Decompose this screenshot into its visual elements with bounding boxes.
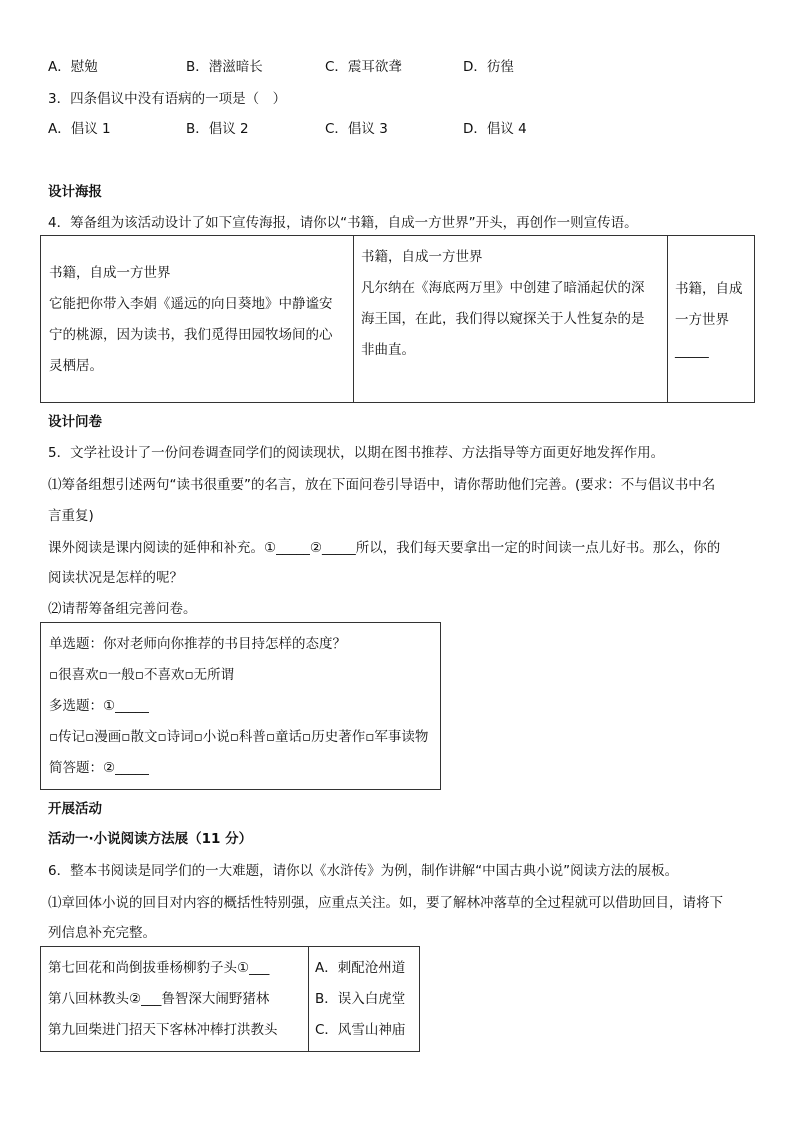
chapter-table-divider bbox=[308, 947, 309, 1051]
section-survey-heading: 设计问卷 bbox=[48, 414, 102, 430]
poster-cell-2-line: 海王国，在此，我们得以窥探关于人性复杂的是 bbox=[361, 311, 645, 327]
q2-option-a: A．慰勉 bbox=[48, 59, 98, 75]
poster-cell-2-line: 非曲直。 bbox=[361, 342, 415, 358]
survey-box-content bbox=[49, 629, 428, 784]
poster-table bbox=[40, 235, 755, 403]
poster-cell-1-line: 灵栖居。 bbox=[49, 358, 103, 374]
poster-cell-1-line: 宁的桃源，因为读书，我们觅得田园牧场间的心 bbox=[49, 327, 333, 343]
poster-cell-2 bbox=[361, 242, 645, 366]
q3-stem: 3．四条倡议中没有语病的一项是（ ） bbox=[48, 91, 287, 107]
chapter-option: A．刺配沧州道 bbox=[315, 960, 406, 976]
poster-divider bbox=[353, 236, 354, 402]
q5-part1-line1: ⑴筹备组想引述两句“读书很重要”的名言，放在下面问卷引导语中，请你帮助他们完善。(要求：不与倡议书中名 bbox=[48, 477, 716, 493]
q5-part1-line2: 言重复) bbox=[48, 508, 94, 524]
poster-cell-1-line: 它能把你带入李娟《遥远的向日葵地》中静谧安 bbox=[49, 296, 333, 312]
survey-multi-choice: 多选题：①_____ bbox=[49, 698, 149, 714]
q6-part1-line2: 列信息补充完整。 bbox=[48, 925, 156, 941]
q5-part1-line3: 课外阅读是课内阅读的延伸和补充。①_____②_____所以，我们每天要拿出一定的时间读一点儿好书。那么，你的 bbox=[48, 540, 721, 556]
q4-stem: 4．筹备组为该活动设计了如下宣传海报，请你以“书籍，自成一方世界”开头，再创作一则宣传语。 bbox=[48, 215, 638, 231]
poster-cell-1-line: 书籍，自成一方世界 bbox=[49, 265, 171, 281]
q2-option-d: D．彷徨 bbox=[463, 59, 514, 75]
poster-cell-1 bbox=[49, 258, 333, 382]
chapter-row: 第八回林教头②___鲁智深大闹野猪林 bbox=[48, 991, 270, 1007]
chapter-option: C．风雪山神庙 bbox=[315, 1022, 406, 1038]
section-poster-heading: 设计海报 bbox=[48, 184, 102, 200]
q6-stem: 6．整本书阅读是同学们的一大难题，请你以《水浒传》为例，制作讲解“中国古典小说”阅读方法的展板。 bbox=[48, 863, 679, 879]
poster-cell-3-line: 书籍，自成 bbox=[675, 281, 743, 297]
q3-option-b: B．倡议 2 bbox=[186, 121, 249, 137]
q3-option-a: A．倡议 1 bbox=[48, 121, 111, 137]
q5-part2: ⑵请帮筹备组完善问卷。 bbox=[48, 601, 197, 617]
poster-divider bbox=[667, 236, 668, 402]
poster-cell-2-line: 凡尔纳在《海底两万里》中创建了暗涌起伏的深 bbox=[361, 280, 645, 296]
survey-box bbox=[40, 622, 441, 790]
poster-cell-3 bbox=[675, 274, 743, 367]
chapter-row: 第七回花和尚倒拔垂杨柳豹子头①___ bbox=[48, 960, 270, 976]
q5-part1-line4: 阅读状况是怎样的呢？ bbox=[48, 570, 183, 586]
chapter-table-left bbox=[48, 953, 278, 1046]
section-activity-heading: 开展活动 bbox=[48, 801, 102, 817]
q3-option-c: C．倡议 3 bbox=[325, 121, 388, 137]
survey-single-choice: 单选题：你对老师向你推荐的书目持怎样的态度？ bbox=[49, 636, 346, 652]
chapter-option: B．误入白虎堂 bbox=[315, 991, 406, 1007]
survey-multi-options: ▫传记▫漫画▫散文▫诗词▫小说▫科普▫童话▫历史著作▫军事读物 bbox=[49, 729, 429, 745]
q5-stem: 5．文学社设计了一份问卷调查同学们的阅读现状，以期在图书推荐、方法指导等方面更好地发挥作用。 bbox=[48, 445, 665, 461]
survey-short-answer: 简答题：②_____ bbox=[49, 760, 149, 776]
activity1-title: 活动一·小说阅读方法展（11 分） bbox=[48, 831, 253, 847]
chapter-row: 第九回柴进门招天下客林冲棒打洪教头 bbox=[48, 1022, 278, 1038]
q2-option-c: C．震耳欲聋 bbox=[325, 59, 402, 75]
q6-part1-line1: ⑴章回体小说的回目对内容的概括性特别强，应重点关注。如，要了解林冲落草的全过程就可以借助回目，请将下 bbox=[48, 895, 723, 911]
survey-single-options: ▫很喜欢▫一般▫不喜欢▫无所谓 bbox=[49, 667, 235, 683]
q2-option-b: B．潜滋暗长 bbox=[186, 59, 263, 75]
chapter-table-right bbox=[315, 953, 405, 1046]
poster-cell-3-line: _____ bbox=[675, 343, 709, 359]
poster-cell-2-line: 书籍，自成一方世界 bbox=[361, 249, 483, 265]
chapter-table bbox=[40, 946, 420, 1052]
poster-cell-3-line: 一方世界 bbox=[675, 312, 729, 328]
q3-option-d: D．倡议 4 bbox=[463, 121, 527, 137]
